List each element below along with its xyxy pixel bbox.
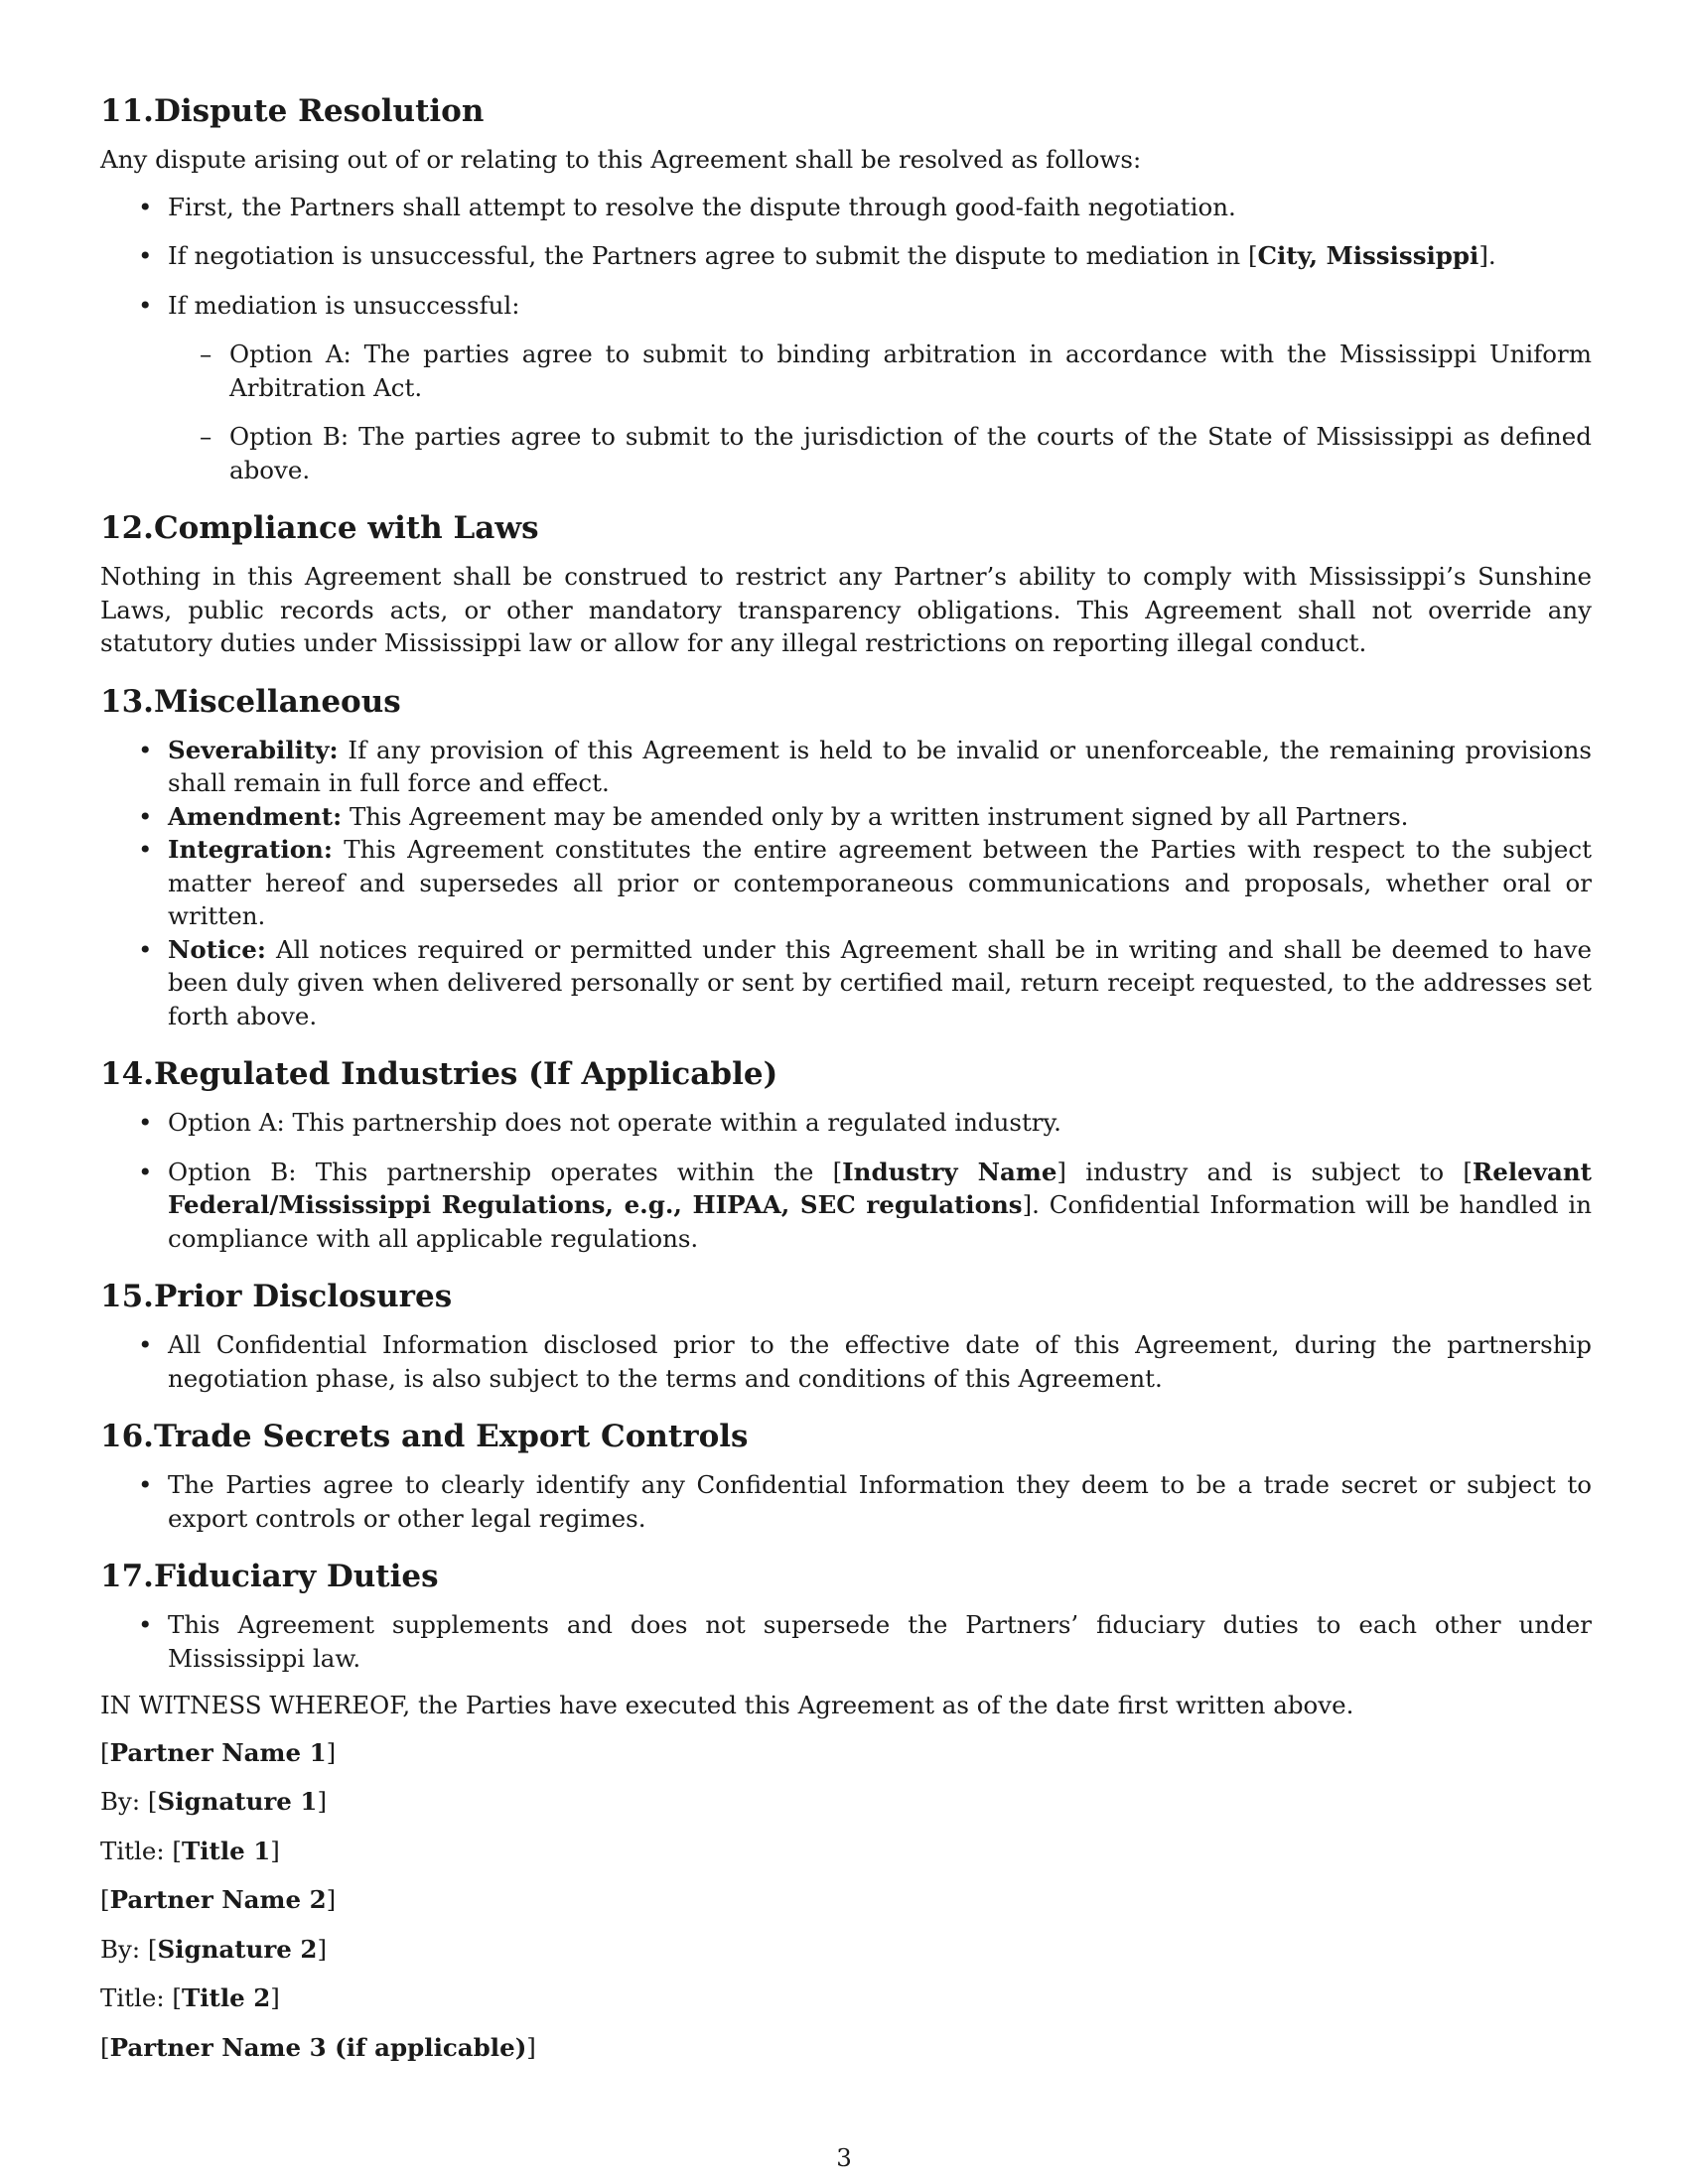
title-line-2: Title: [Title 2] xyxy=(100,1983,280,2012)
section-14 xyxy=(100,1054,1592,1255)
section-heading xyxy=(100,1054,1592,1094)
witness-statement: IN WITNESS WHEREOF, the Parties have executed this Agreement as of the date first written above. xyxy=(100,1691,1354,1719)
list-item xyxy=(100,833,1592,933)
section-title: Trade Secrets and Export Controls xyxy=(154,1419,749,1454)
list-item xyxy=(100,1156,1592,1256)
section-title: Prior Disclosures xyxy=(154,1279,453,1314)
list-item: • All Confidential Information disclosed prior to the effective date of this Agreement, during the partnership negotiation phase, is also subject to the terms and conditions of this Agreement. xyxy=(100,1328,1592,1395)
placeholder-text: Signature 1 xyxy=(157,1787,318,1816)
sub-list xyxy=(168,338,1592,486)
placeholder-text: Signature 2 xyxy=(157,1934,318,1964)
section-number: 11. xyxy=(100,93,154,129)
page-number: 3 xyxy=(836,2143,852,2172)
section-15 xyxy=(100,1277,1592,1395)
placeholder-text: City, Mississippi xyxy=(1257,241,1479,270)
text: All notices required or permitted under this Agreement shall be in writing and shall be deemed to have been duly given when delivered personally or sent by certified mail, return receipt requested, to the addresses set forth above. xyxy=(168,934,1592,1030)
section-number: 15. xyxy=(100,1279,154,1314)
bullet-list xyxy=(100,1468,1592,1535)
list-item xyxy=(100,239,1592,273)
section-number: 16. xyxy=(100,1419,154,1454)
bullet-list xyxy=(100,1328,1592,1395)
item-label: Amendment: xyxy=(168,801,343,831)
section-heading xyxy=(100,682,1592,722)
paragraph: Any dispute arising out of or relating to this Agreement shall be resolved as follows: xyxy=(100,145,1142,174)
label: By: xyxy=(100,1787,148,1816)
placeholder-text: Partner Name 2 xyxy=(109,1885,327,1914)
partner-name-3: [Partner Name 3 (if applicable)] xyxy=(100,2032,536,2062)
text: This Agreement constitutes the entire agreement between the Parties with respect to the subject matter hereof and supersedes all prior or contemporaneous communications and proposals, whether oral or written. xyxy=(168,835,1592,930)
signature-line-2: By: [Signature 2] xyxy=(100,1934,328,1964)
document-page xyxy=(100,91,1592,2080)
item-label: Notice: xyxy=(168,934,266,964)
placeholder-text: Industry Name xyxy=(842,1157,1057,1186)
item-label: Integration: xyxy=(168,835,333,864)
bullet-list xyxy=(100,1608,1592,1675)
list-item xyxy=(100,800,1592,834)
list-item: • This Agreement supplements and does not supersede the Partners’ fiduciary duties to each other under Mississippi law. xyxy=(100,1608,1592,1675)
list-item xyxy=(100,933,1592,1033)
placeholder-text: Partner Name 1 xyxy=(109,1737,327,1767)
bullet-list xyxy=(100,1106,1592,1255)
signature-block xyxy=(100,1736,1592,2065)
section-title: Fiduciary Duties xyxy=(154,1559,439,1594)
partner-name-1: [Partner Name 1] xyxy=(100,1737,337,1767)
placeholder-text: Title 1 xyxy=(181,1836,271,1865)
section-title: Compliance with Laws xyxy=(154,510,539,546)
item-label: Severability: xyxy=(168,735,339,764)
section-number: 12. xyxy=(100,510,154,546)
text: If any provision of this Agreement is held to be invalid or unenforceable, the remaining provisions shall remain in full force and effect. xyxy=(168,735,1592,797)
sub-list-item: – Option B: The parties agree to submit to the jurisdiction of the courts of the State of Mississippi as defined above. xyxy=(168,420,1592,486)
section-12 xyxy=(100,508,1592,660)
text: ] industry and is subject to [ xyxy=(1056,1157,1473,1186)
placeholder-text: Title 2 xyxy=(181,1983,271,2012)
section-title: Dispute Resolution xyxy=(154,93,485,129)
text: If mediation is unsuccessful: xyxy=(168,290,520,320)
placeholder-text: Partner Name 3 (if applicable) xyxy=(109,2032,527,2062)
list-item: • Option A: This partnership does not operate within a regulated industry. xyxy=(100,1106,1592,1140)
section-number: 17. xyxy=(100,1559,154,1594)
text: ]. xyxy=(1478,241,1496,270)
section-number: 13. xyxy=(100,683,154,720)
section-13 xyxy=(100,682,1592,1033)
section-title: Miscellaneous xyxy=(154,683,401,720)
signature-line-1: By: [Signature 1] xyxy=(100,1787,328,1816)
partner-name-2: [Partner Name 2] xyxy=(100,1885,337,1914)
section-heading xyxy=(100,1557,1592,1596)
text: This Agreement may be amended only by a written instrument signed by all Partners. xyxy=(342,801,1409,831)
section-16 xyxy=(100,1417,1592,1535)
list-item xyxy=(100,734,1592,800)
list-item xyxy=(100,289,1592,487)
text: Option B: This partnership operates within the [ xyxy=(168,1157,843,1186)
label: By: xyxy=(100,1934,148,1964)
text: ]. Confidential Information will be handled in compliance with all applicable regulations. xyxy=(168,1190,1593,1253)
list-item: • First, the Partners shall attempt to resolve the dispute through good-faith negotiation. xyxy=(100,191,1592,224)
bullet-list xyxy=(100,734,1592,1033)
section-heading xyxy=(100,1277,1592,1316)
bullet-list xyxy=(100,191,1592,487)
section-heading xyxy=(100,1417,1592,1456)
label: Title: xyxy=(100,1983,173,2012)
text: If negotiation is unsuccessful, the Partners agree to submit the dispute to mediation in [ xyxy=(168,241,1258,270)
section-number: 14. xyxy=(100,1056,154,1092)
sub-list-item: – Option A: The parties agree to submit to binding arbitration in accordance with the Mississippi Uniform Arbitration Act. xyxy=(168,338,1592,404)
placeholder-text: Relevant Federal/Mississippi Regulations, e.g., HIPAA, SEC regulations xyxy=(168,1157,1592,1219)
list-item: • The Parties agree to clearly identify any Confidential Information they deem to be a trade secret or subject to export controls or other legal regimes. xyxy=(100,1468,1592,1535)
section-title: Regulated Industries (If Applicable) xyxy=(154,1056,778,1092)
label: Title: xyxy=(100,1836,173,1865)
title-line-1: Title: [Title 1] xyxy=(100,1836,280,1865)
paragraph: Nothing in this Agreement shall be construed to restrict any Partner’s ability to comply with Mississippi’s Sunshine Laws, public records acts, or other mandatory transparency obligations. This Agreement shall not override any statutory duties under Mississippi law or allow for any illegal restrictions on reporting illegal conduct. xyxy=(100,562,1592,657)
section-17 xyxy=(100,1557,1592,1675)
section-heading xyxy=(100,508,1592,548)
section-heading xyxy=(100,91,1592,131)
section-11 xyxy=(100,91,1592,486)
